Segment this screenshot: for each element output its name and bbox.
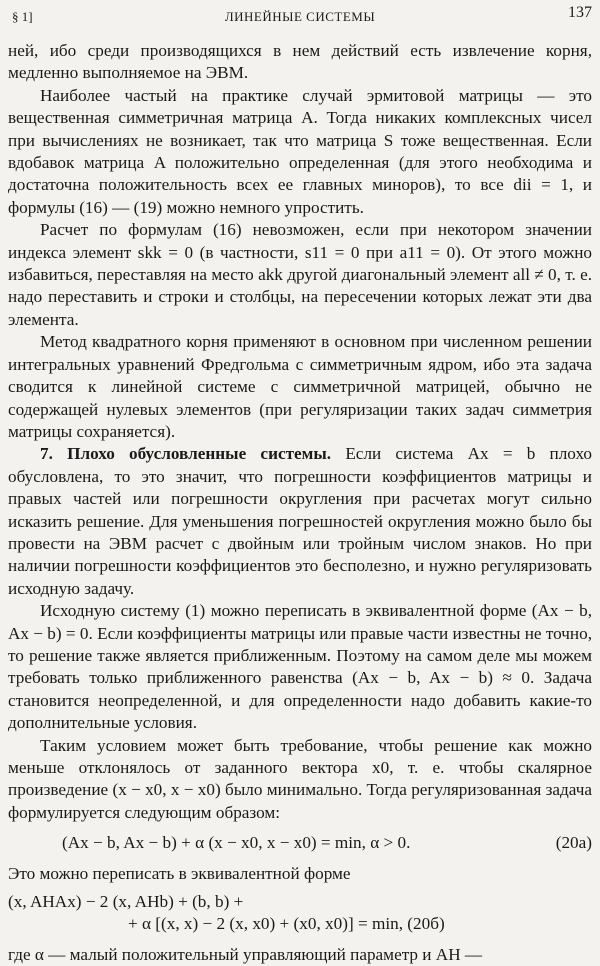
paragraph: Таким условием может быть требование, чтобы решение как можно меньше отклонялось от заданного вектора x0, т. е. чтобы скалярное произведение (x − x0, x − x0) было минимально. Тогда регуляризованная задача формулируется следующим образом: <box>8 735 592 822</box>
page-number: 137 <box>568 4 592 21</box>
paragraph: Расчет по формулам (16) невозможен, если при некотором значении индекса элемент skk = 0 (в частности, s11 = 0 при a11 = 0). От этого можно избавиться, переставляя на место akk другой диагональный элемент all ≠ 0, т. е. надо переставить и строки и столбцы, на пересечении которых лежат эти два элемента. <box>8 220 592 329</box>
equation-20b-line1 <box>8 891 592 913</box>
running-header <box>8 4 592 28</box>
section-heading: 7. Плохо обусловленные системы. <box>40 444 332 464</box>
page-body <box>8 40 592 966</box>
paragraph: где α — малый положительный управляющий параметр и AH — <box>8 944 483 964</box>
paragraph: Исходную систему (1) можно переписать в эквивалентной форме (Ax − b, Ax − b) = 0. Если коэффициенты матрицы или правые части известны не точно, то решение также является приближенным. Поэтому на самом деле мы можем требовать только приближенного равенства (Ax − b, Ax − b) ≈ 0. Задача становится неопределенной, и для определенности надо добавить какие-то дополнительные условия. <box>8 601 593 733</box>
equation-body: (x, AHAx) − 2 (x, AHb) + (b, b) + <box>8 892 244 912</box>
equation-number: (20б) <box>407 914 445 934</box>
paragraph-section-7 <box>8 443 592 600</box>
paragraph: ней, ибо среди производящихся в нем действий есть извлечение корня, медленно выполняемое на ЭВМ. <box>8 41 592 83</box>
equation-number: (20а) <box>555 833 592 853</box>
running-title: ЛИНЕЙНЫЕ СИСТЕМЫ <box>224 9 376 24</box>
paragraph: Это можно переписать в эквивалентной форме <box>8 863 351 883</box>
paragraph-text: Если система Ax = b плохо обусловлена, то это значит, что погрешности коэффициентов матрицы и правых частей или погрешности округления при расчетах могут сильно исказить решение. Для уменьшения погрешностей округления можно было бы провести на ЭВМ расчет с двойным или тройным числом знаков. Но при наличии погрешности коэффициентов это бесполезно, и нужно регуляризовать исходную задачу. <box>8 444 592 598</box>
equation-body: + α [(x, x) − 2 (x, x0) + (x0, x0)] = min, <box>128 914 403 934</box>
paragraph: Метод квадратного корня применяют в основном при численном решении интегральных уравнений Фредгольма с симметричным ядром, ибо эта задача сводится к линейной системе с симметричной матрицей, обычно не содержащей нулевых элементов (при регуляризации таких задач симметрия матрицы сохраняется). <box>8 332 592 441</box>
paragraph: Наиболее частый на практике случай эрмитовой матрицы — это вещественная симметричная матрица A. Тогда никаких комплексных чисел при вычислениях не возникает, так что матрица S тоже вещественная. Если вдобавок матрица A положительно определенная (для этого необходима и достаточна положительность всех ее главных миноров), то все dii = 1, и формулы (16) — (19) можно немного упростить. <box>8 85 592 217</box>
equation-20a <box>8 832 592 854</box>
equation-body: (Ax − b, Ax − b) + α (x − x0, x − x0) = min, α > 0. <box>62 833 411 853</box>
section-marker: § 1] <box>12 9 33 24</box>
equation-20b-line2 <box>8 913 592 935</box>
